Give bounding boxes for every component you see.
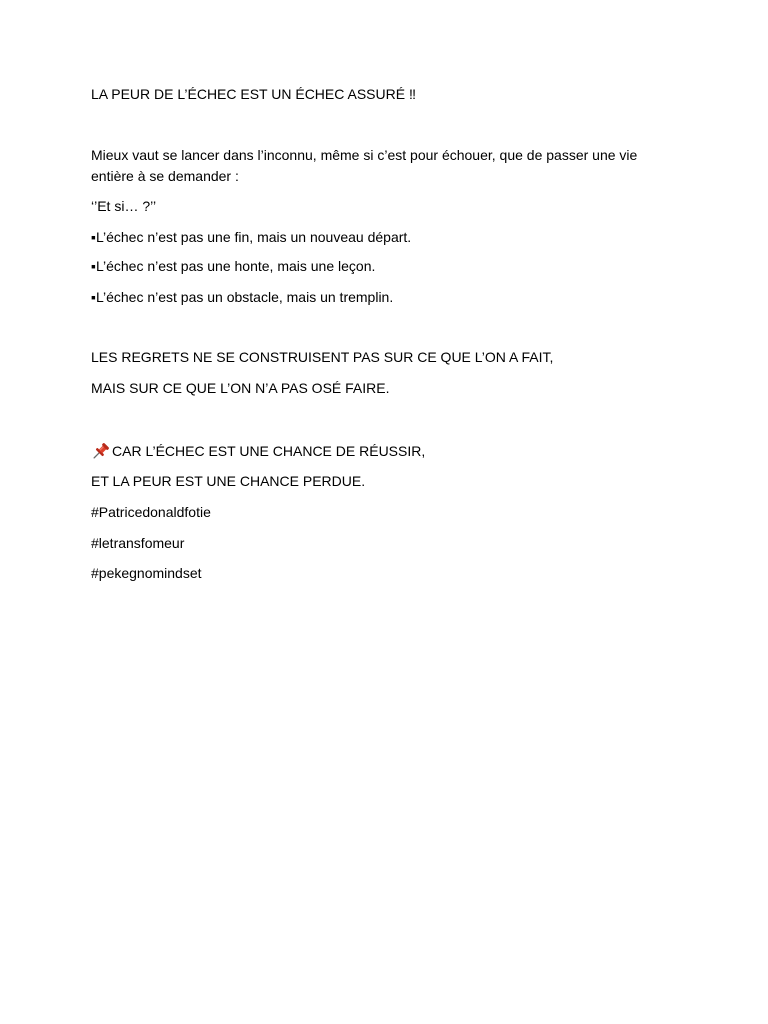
hashtag-3: #pekegnomindset bbox=[91, 565, 202, 581]
bullet-item-1: ▪L’échec n’est pas une fin, mais un nouveau départ. bbox=[91, 229, 412, 245]
regrets-line-1: LES REGRETS NE SE CONSTRUISENT PAS SUR CE QUE L’ON A FAIT, bbox=[91, 349, 554, 365]
bullet-item-2: ▪L’échec n’est pas une honte, mais une leçon. bbox=[91, 258, 376, 274]
document-title: LA PEUR DE L’ÉCHEC EST UN ÉCHEC ASSURÉ ‼ bbox=[91, 86, 416, 102]
hashtag-2: #letransfomeur bbox=[91, 535, 185, 551]
closing-line-2: ET LA PEUR EST UNE CHANCE PERDUE. bbox=[91, 473, 366, 489]
hashtag-1: #Patricedonaldfotie bbox=[91, 504, 211, 520]
closing-text-1: CAR L’ÉCHEC EST UNE CHANCE DE RÉUSSIR, bbox=[112, 443, 426, 459]
intro-line-1: Mieux vaut se lancer dans l’inconnu, même si c’est pour échouer, que de passer une vie bbox=[91, 147, 638, 163]
quote-text: ‘’Et si… ?’’ bbox=[91, 198, 157, 214]
intro-line-2: entière à se demander : bbox=[91, 168, 239, 184]
regrets-line-2: MAIS SUR CE QUE L’ON N’A PAS OSÉ FAIRE. bbox=[91, 380, 390, 396]
bullet-item-3: ▪L’échec n’est pas un obstacle, mais un tremplin. bbox=[91, 289, 394, 305]
pushpin-icon bbox=[91, 442, 110, 461]
closing-line-1 bbox=[91, 441, 425, 461]
